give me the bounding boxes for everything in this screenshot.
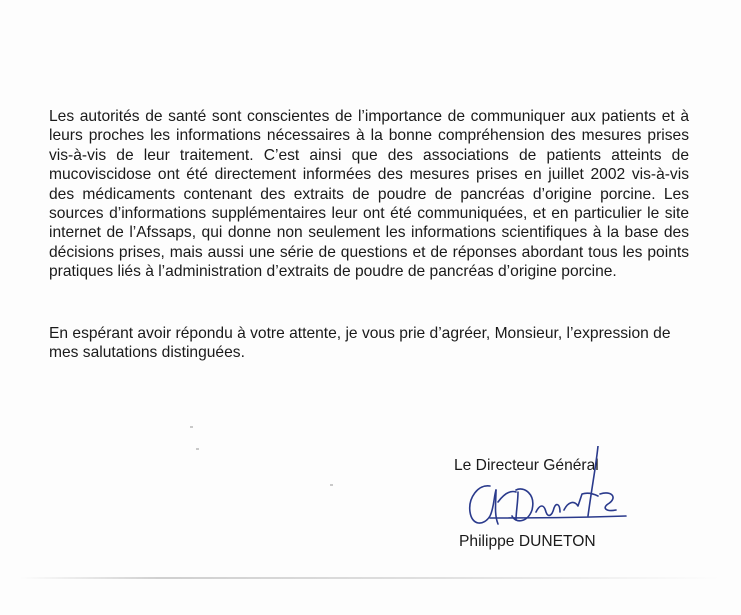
signatory-title: Le Directeur Général [454, 457, 599, 474]
body-paragraph-1: Les autorités de santé sont conscientes de l’importance de communiquer aux patients et à leurs proches les informations nécessaires à la bonne compréhension des mesures prises vis-à-vis de leur traitement. C’est ainsi que des associations de patients atteints de mucoviscidose ont été directement informées des mesures prises en juillet 2002 vis-à-vis des médicaments contenant des extraits de poudre de pancréas d’origine porcine. Les sources d’informations supplémentaires leur ont été communiquées, et en particulier le site internet de l’Afssaps, qui donne non seulement les informations scientifiques à la base des décisions prises, mais aussi une série de questions et de réponses abordant tous les points pratiques liés à l’administration d’extraits de poudre de pancréas d’origine porcine. [49, 108, 689, 281]
body-paragraph-2: En espérant avoir répondu à votre attente, je vous prie d’agréer, Monsieur, l’expression de mes salutations distinguées. [49, 325, 671, 362]
signature-block [440, 446, 640, 556]
scan-speck [330, 484, 333, 486]
signatory-name: Philippe DUNETON [459, 533, 596, 550]
scan-speck [190, 426, 193, 428]
handwritten-signature-icon [450, 446, 630, 536]
scan-speck [196, 448, 199, 450]
scan-artifact-line [20, 577, 720, 579]
